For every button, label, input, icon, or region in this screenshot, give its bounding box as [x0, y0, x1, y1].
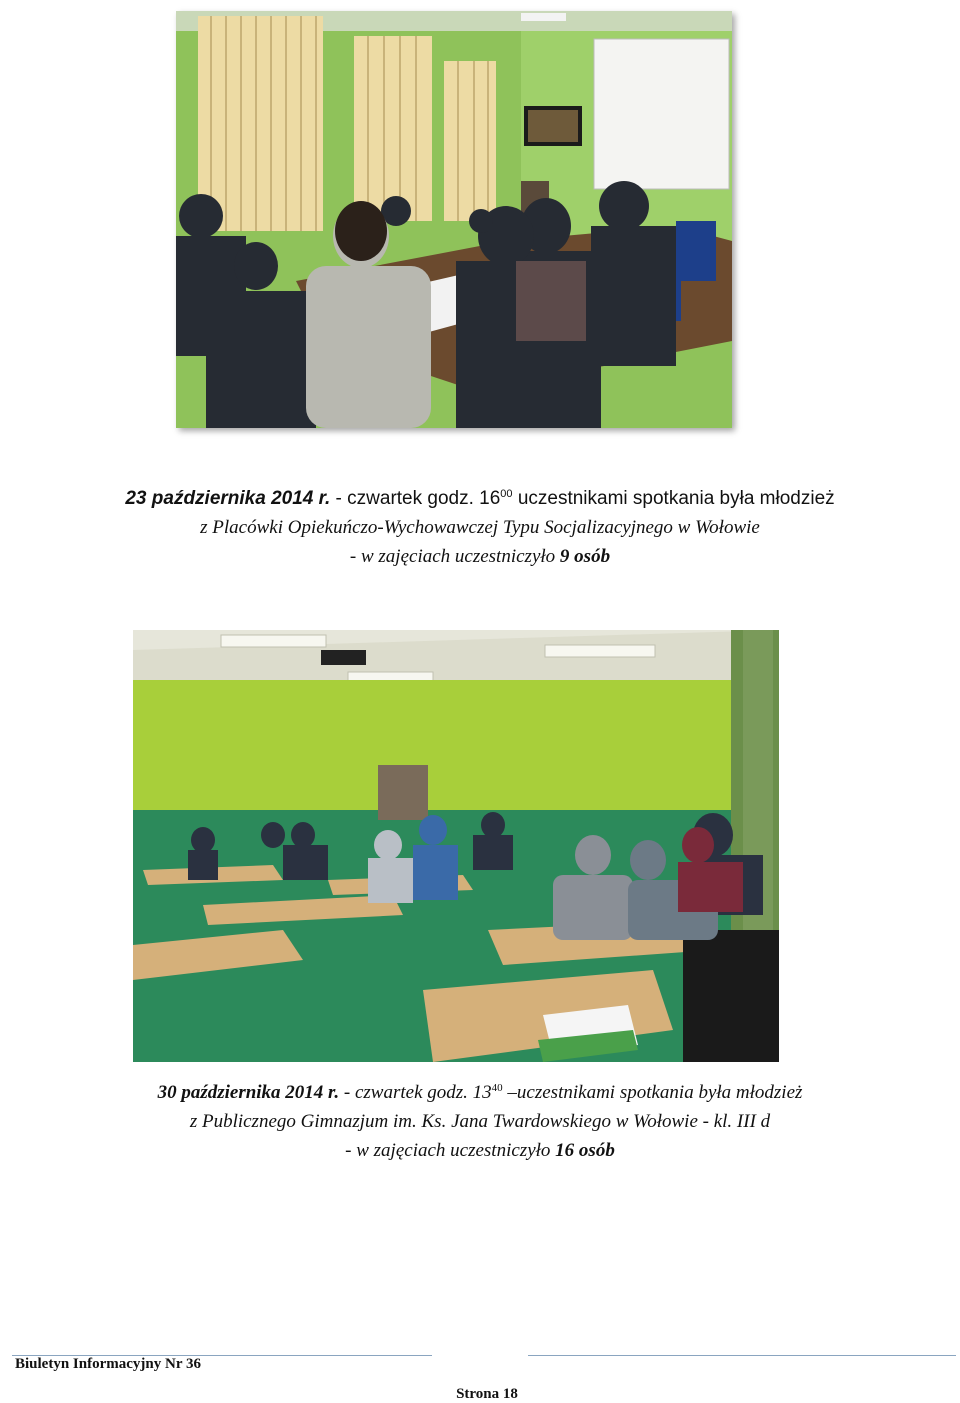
event-date: 30 października 2014 r. — [157, 1082, 340, 1103]
time-minutes: 40 — [491, 1082, 503, 1094]
caption-text: z Placówki Opiekuńczo-Wychowawczej Typu Socjalizacyjnego w Wołowie — [200, 517, 760, 538]
participant-count: 9 osób — [559, 546, 611, 567]
caption-line — [0, 1078, 960, 1107]
event-date: 23 października 2014 r. — [125, 488, 331, 509]
footer-publication-title: Biuletyn Informacyjny Nr 36 — [15, 1356, 201, 1372]
footer-divider-right — [528, 1355, 956, 1356]
photo-classroom — [133, 630, 779, 1062]
photo-caption-2 — [0, 1078, 960, 1165]
caption-text: - w zajęciach uczestniczyło — [349, 546, 560, 567]
caption-text: - w zajęciach uczestniczyło — [345, 1140, 556, 1161]
participant-count: 16 osób — [555, 1140, 615, 1161]
caption-line — [0, 542, 960, 571]
caption-text: –uczestnikami spotkania była młodzież — [502, 1082, 803, 1103]
caption-text: z Publicznego Gimnazjum im. Ks. Jana Twardowskiego w Wołowie - kl. III d — [189, 1111, 771, 1132]
caption-line — [0, 513, 960, 542]
caption-line — [0, 1107, 960, 1136]
caption-text: uczestnikami spotkania była młodzież — [512, 488, 835, 509]
time-minutes: 00 — [500, 488, 513, 500]
photo-meeting-room — [176, 11, 732, 428]
page-number: Strona 18 — [456, 1386, 518, 1402]
caption-line — [0, 484, 960, 513]
caption-text: - czwartek godz. 13 — [339, 1082, 492, 1103]
caption-text: - czwartek godz. 16 — [330, 488, 501, 509]
caption-line — [0, 1136, 960, 1165]
photo-caption-1 — [0, 484, 960, 571]
